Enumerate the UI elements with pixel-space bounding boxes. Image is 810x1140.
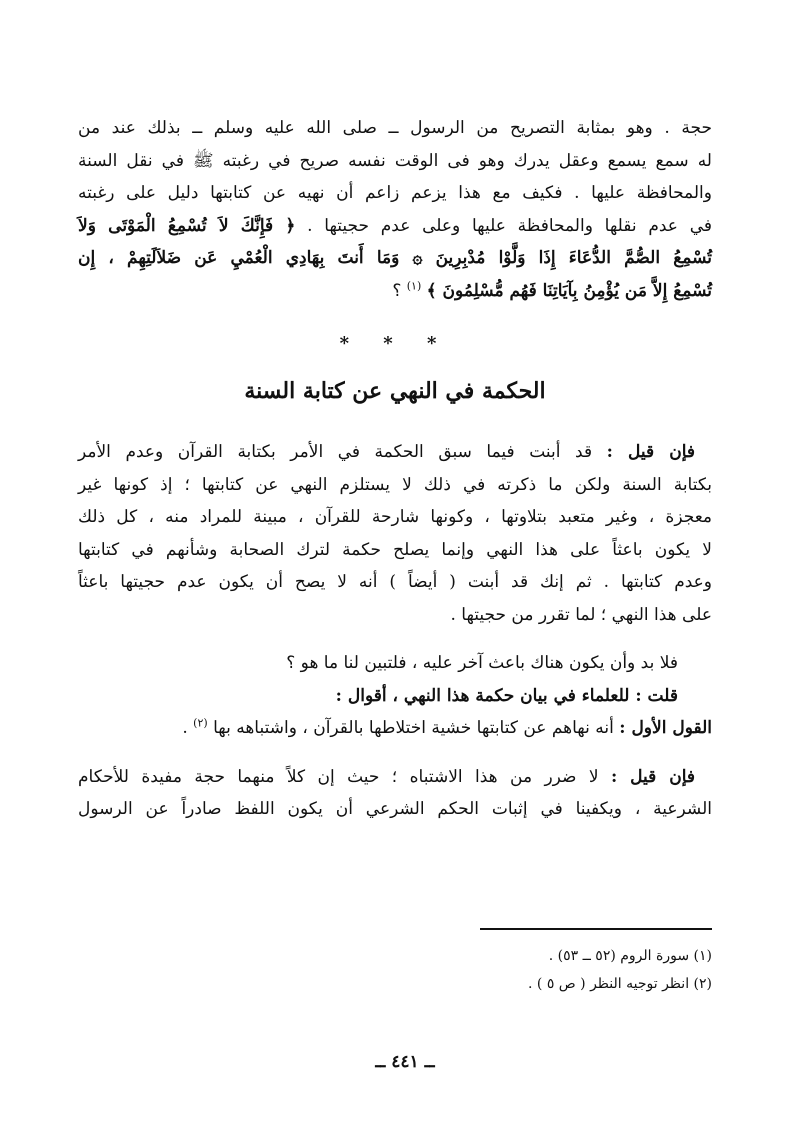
text-line: والمحافظة عليها . فكيف مع هذا يزعم زاعم أن نهيه عن كتابتها دليل على رغبته [78, 183, 712, 203]
section-heading: الحكمة في النهي عن كتابة السنة [244, 378, 546, 404]
footnote-marker: (١) [406, 278, 422, 292]
text-line: على هذا النهي ؛ لما تقرر من حجيتها . [450, 604, 712, 625]
text-line-mixed [78, 210, 712, 243]
footnotes [100, 928, 712, 998]
text-segment: . [182, 718, 188, 738]
text-line-mixed [78, 680, 712, 713]
text-segment: فلا بد وأن يكون هناك باعث آخر عليه ، فلتبين لنا ما هو ؟ [286, 653, 678, 673]
footnote-1: (١) سورة الروم (٥٢ ــ ٥٣) . [548, 948, 712, 964]
footnote-2: (٢) انظر توجيه النظر ( ص ٥ ) . [528, 976, 712, 992]
quran-verse-line: تُسْمِعُ الصُّمَّ الدُّعَاءَ إِذَا وَلَّوْا مُدْبِرِينَ ۞ وَمَا أَنتَ بِهَادِي الْعُمْيِ عَن ضَلاَلَتِهِمْ ، إِن [78, 248, 712, 268]
text-line: بكتابة السنة ولكن ما ذكرته في ذلك لا يستلزم النهي عن كتابتها ؛ إذ كونها غير [78, 474, 712, 495]
text-line: حجة . وهو بمثابة التصريح من الرسول ــ صلى الله عليه وسلم ــ بذلك عند من [78, 118, 712, 138]
text-segment: قلت : للعلماء في بيان حكمة هذا النهي ، أقوال : [335, 685, 678, 706]
text-segment: أنه نهاهم عن كتابتها خشية اختلاطها بالقرآن ، واشتباهه بها [213, 718, 614, 738]
text-line-mixed [78, 275, 712, 308]
text-line: لا يكون باعثاً على هذا النهي وإنما يصلح حكمة لترك الصحابة وشأنهم في كتابتها [78, 539, 712, 560]
page-body [78, 112, 712, 826]
page-number: ــ ٤٤١ ــ [375, 1052, 435, 1072]
text-line: الشرعية ، ويكفينا في إثبات الحكم الشرعي أن يكون اللفظ صادراً عن الرسول [78, 799, 712, 819]
text-line: وعدم كتابتها . ثم إنك قد أبنت ( أيضاً ) أنه لا يصح أن يكون عدم حجيتها باعثاً [78, 572, 712, 592]
text-segment: في عدم نقلها والمحافظة عليها وعلى عدم حجيتها . [307, 215, 712, 236]
text-line-mixed [78, 761, 712, 794]
text-segment: قد أبنت فيما سبق الحكمة في الأمر بكتابة القرآن وعدم الأمر [78, 442, 593, 462]
text-line-mixed [78, 647, 712, 680]
paragraph-lead: فإن قيل : [606, 442, 695, 462]
paragraph-3 [78, 647, 712, 680]
paragraph-6 [78, 761, 712, 826]
text-line-mixed [78, 712, 712, 745]
paragraph-4 [78, 680, 712, 713]
text-segment: ؟ [392, 280, 402, 301]
quran-verse: تُسْمِعُ إِلاَّ مَن يُؤْمِنُ بِآيَاتِنَا فَهُم مُّسْلِمُونَ ﴾ [426, 280, 712, 301]
paragraph-1 [78, 112, 712, 307]
footnote-rule [480, 928, 712, 930]
text-segment: لا ضرر من هذا الاشتباه ؛ حيث إن كلاً منهما حجة مفيدة للأحكام [78, 766, 599, 787]
paragraph-lead: القول الأول : [619, 718, 712, 738]
text-line-mixed [78, 436, 712, 469]
text-line: له سمع يسمع وعقل يدرك وهو فى الوقت نفسه صريح في رغبته ﷺ في نقل السنة [78, 150, 712, 171]
paragraph-lead: فإن قيل : [610, 766, 695, 787]
text-line: معجزة ، وغير متعبد بتلاوتها ، وكونها شارحة للقرآن ، مبينة للمراد منه ، كل ذلك [78, 507, 712, 527]
paragraph-2 [78, 436, 712, 631]
quran-verse: ﴿ فَإِنَّكَ لاَ تُسْمِعُ الْمَوْتَى وَلاَ [78, 215, 296, 236]
section-divider: * * * [339, 333, 451, 354]
paragraph-5 [78, 712, 712, 745]
footnote-marker: (٢) [193, 716, 208, 730]
